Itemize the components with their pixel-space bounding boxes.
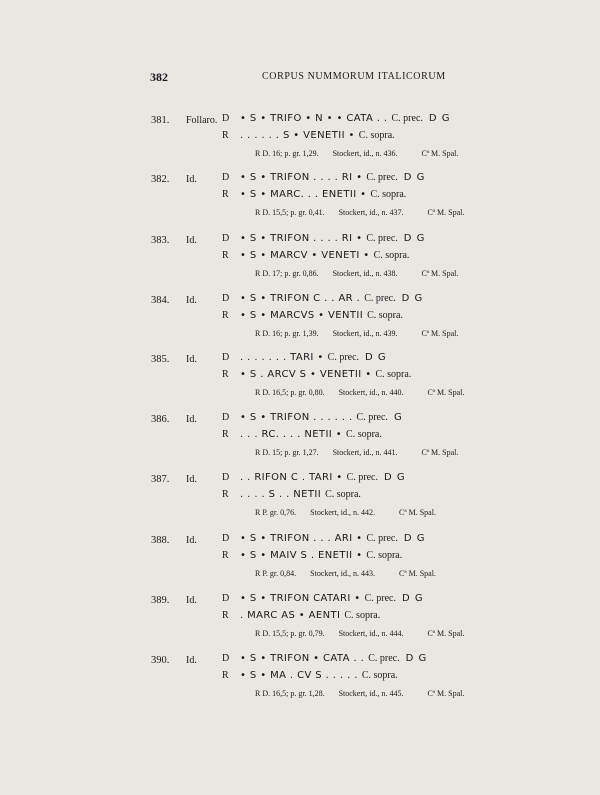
reverse-reference: C. sopra.: [325, 489, 361, 500]
obverse-legend: • S • TRIFON . . . . RI •: [240, 172, 363, 183]
entry-number: 388.: [151, 535, 170, 546]
measures: D. 16; p. gr. 1,39.: [262, 329, 319, 338]
catalogue-entry: [0, 472, 600, 526]
measures: D. 15,5; p. gr. 0,41.: [262, 208, 325, 217]
entry-number: 389.: [151, 595, 170, 606]
entry-number: 381.: [151, 115, 170, 126]
source: Stockert, id., n. 440.: [338, 388, 404, 397]
reverse-sigil: R: [222, 130, 229, 141]
catalogue-entry: [0, 113, 600, 167]
reverse-legend: • S • MARC. . . ENETII •: [240, 189, 367, 200]
coin-type: Id.: [186, 474, 197, 485]
running-title: CORPUS NUMMORUM ITALICORUM: [262, 71, 446, 82]
obverse-line: [222, 172, 425, 186]
measures: P. gr. 0,76.: [262, 508, 297, 517]
reverse-sigil: R: [222, 610, 229, 621]
entry-number: 387.: [151, 474, 170, 485]
reverse-reference: C. sopra.: [361, 670, 398, 681]
obverse-legend: • S • TRIFON CATARI •: [240, 593, 361, 604]
obverse-sigil: D: [222, 653, 230, 664]
metal: R: [255, 508, 261, 517]
reverse-line: [222, 550, 402, 564]
metal: R: [255, 629, 261, 638]
obverse-field-letters: D G: [403, 233, 426, 244]
entry-number: 384.: [151, 295, 170, 306]
reverse-line: [222, 369, 411, 383]
obverse-reference: C. prec.: [356, 412, 388, 423]
entry-number: 385.: [151, 354, 170, 365]
catalogue-entry: [0, 352, 600, 406]
coin-details: [255, 508, 436, 517]
reverse-sigil: R: [222, 369, 229, 380]
reverse-sigil: R: [222, 250, 229, 261]
measures: D. 15,5; p. gr. 0,79.: [262, 629, 325, 638]
coin-details: [255, 629, 464, 638]
coin-type: Id.: [186, 235, 197, 246]
obverse-line: [222, 412, 403, 426]
reverse-legend: • S • MARCV • VENETI •: [240, 250, 370, 261]
catalogue-entry: [0, 293, 600, 347]
obverse-sigil: D: [222, 593, 230, 604]
obverse-legend: • S • TRIFON . . . . RI •: [240, 233, 363, 244]
entry-number: 383.: [151, 235, 170, 246]
metal: R: [255, 689, 261, 698]
obverse-legend: • S • TRIFON • CATA . .: [240, 653, 365, 664]
obverse-legend: . . RIFON C . TARI •: [240, 472, 343, 483]
obverse-reference: C. prec.: [364, 593, 396, 604]
metal: R: [255, 388, 261, 397]
collection: Cª M. Spal.: [427, 629, 465, 638]
catalogue-entry: [0, 593, 600, 647]
page-header: [150, 70, 490, 90]
collection: Cª M. Spal.: [421, 269, 459, 278]
source: Stockert, id., n. 436.: [332, 149, 398, 158]
catalogue-entry: [0, 233, 600, 287]
measures: P. gr. 0,84.: [262, 569, 297, 578]
reverse-legend: . . . . . . S • VENETII •: [240, 130, 355, 141]
obverse-sigil: D: [222, 113, 230, 124]
obverse-sigil: D: [222, 472, 230, 483]
source: Stockert, id., n. 438.: [332, 269, 398, 278]
collection: Cª M. Spal.: [421, 149, 459, 158]
obverse-line: [222, 593, 424, 607]
coin-type: Id.: [186, 295, 197, 306]
measures: D. 15; p. gr. 1,27.: [262, 448, 319, 457]
entry-number: 382.: [151, 174, 170, 185]
metal: R: [255, 149, 261, 158]
obverse-field-letters: D G: [401, 593, 424, 604]
reverse-legend: . . . RC. . . . NETII •: [240, 429, 343, 440]
coin-details: [255, 208, 464, 217]
source: Stockert, id., n. 439.: [332, 329, 398, 338]
metal: R: [255, 569, 261, 578]
reverse-reference: C. sopra.: [346, 429, 382, 440]
source: Stockert, id., n. 437.: [338, 208, 404, 217]
obverse-field-letters: G: [393, 412, 403, 423]
source: Stockert, id., n. 441.: [332, 448, 398, 457]
coin-type: Id.: [186, 174, 197, 185]
obverse-legend: . . . . . . . TARI •: [240, 352, 324, 363]
obverse-reference: C. prec.: [346, 472, 378, 483]
collection: Cª M. Spal.: [427, 689, 465, 698]
obverse-field-letters: D G: [401, 293, 424, 304]
reverse-legend: • S • MA . CV S . . . . .: [240, 670, 358, 681]
coin-details: [255, 448, 458, 457]
obverse-line: [222, 653, 427, 667]
reverse-line: [222, 130, 395, 144]
obverse-legend: • S • TRIFON . . . ARI •: [240, 533, 363, 544]
obverse-sigil: D: [222, 172, 230, 183]
reverse-legend: • S . ARCV S • VENETII •: [240, 369, 372, 380]
obverse-sigil: D: [222, 233, 230, 244]
reverse-sigil: R: [222, 489, 229, 500]
obverse-reference: C. prec.: [368, 653, 400, 664]
reverse-line: [222, 489, 361, 503]
catalogue-entry: [0, 533, 600, 587]
coin-type: Id.: [186, 414, 197, 425]
coin-details: [255, 149, 458, 158]
metal: R: [255, 448, 261, 457]
reverse-line: [222, 310, 403, 324]
reverse-line: [222, 670, 398, 684]
obverse-reference: C. prec.: [366, 233, 398, 244]
coin-details: [255, 569, 436, 578]
obverse-field-letters: D G: [403, 533, 426, 544]
measures: D. 16,5; p. gr. 0,80.: [262, 388, 325, 397]
obverse-legend: • S • TRIFON . . . . . .: [240, 412, 353, 423]
obverse-sigil: D: [222, 412, 230, 423]
obverse-field-letters: D G: [383, 472, 406, 483]
metal: R: [255, 329, 261, 338]
reverse-sigil: R: [222, 189, 229, 200]
reverse-reference: C. sopra.: [373, 250, 410, 261]
coin-details: [255, 689, 464, 698]
reverse-line: [222, 610, 380, 624]
source: Stockert, id., n. 442.: [310, 508, 376, 517]
obverse-field-letters: D G: [405, 653, 428, 664]
reverse-legend: . . . . S . . NETII: [240, 489, 322, 500]
catalogue-entry: [0, 172, 600, 226]
reverse-reference: C. sopra.: [370, 189, 407, 200]
coin-type: Id.: [186, 655, 197, 666]
measures: D. 16; p. gr. 1,29.: [262, 149, 319, 158]
metal: R: [255, 208, 261, 217]
page-number: 382: [150, 70, 168, 84]
reverse-line: [222, 189, 406, 203]
obverse-line: [222, 352, 387, 366]
reverse-reference: C. sopra.: [375, 369, 412, 380]
collection: Cª M. Spal.: [427, 208, 465, 217]
obverse-sigil: D: [222, 533, 230, 544]
source: Stockert, id., n. 445.: [338, 689, 404, 698]
catalogue-entry: [0, 412, 600, 466]
collection: Cª M. Spal.: [427, 388, 465, 397]
source: Stockert, id., n. 444.: [338, 629, 404, 638]
obverse-line: [222, 113, 451, 127]
source: Stockert, id., n. 443.: [310, 569, 376, 578]
coin-type: Id.: [186, 354, 197, 365]
reverse-line: [222, 429, 382, 443]
coin-details: [255, 269, 458, 278]
obverse-reference: C. prec.: [366, 172, 398, 183]
obverse-sigil: D: [222, 352, 230, 363]
reverse-sigil: R: [222, 310, 229, 321]
reverse-reference: C. sopra.: [358, 130, 395, 141]
obverse-legend: • S • TRIFO • N • • CATA . .: [240, 113, 388, 124]
coin-type: Id.: [186, 595, 197, 606]
coin-details: [255, 388, 464, 397]
reverse-sigil: R: [222, 429, 229, 440]
reverse-legend: • S • MARCVS • VENTII: [240, 310, 364, 321]
obverse-field-letters: D G: [365, 352, 387, 363]
obverse-reference: C. prec.: [364, 293, 396, 304]
obverse-line: [222, 533, 426, 547]
obverse-line: [222, 293, 423, 307]
obverse-line: [222, 472, 406, 486]
reverse-legend: . MARC AS • AENTI: [240, 610, 341, 621]
catalogue-entry: [0, 653, 600, 707]
obverse-legend: • S • TRIFON C . . AR .: [240, 293, 361, 304]
collection: Cª M. Spal.: [421, 329, 459, 338]
obverse-reference: C. prec.: [327, 352, 360, 363]
metal: R: [255, 269, 261, 278]
measures: D. 16,5; p. gr. 1,28.: [262, 689, 325, 698]
reverse-legend: • S • MAIV S . ENETII •: [240, 550, 363, 561]
reverse-sigil: R: [222, 670, 229, 681]
obverse-field-letters: D G: [428, 113, 451, 124]
measures: D. 17; p. gr. 0,86.: [262, 269, 319, 278]
obverse-line: [222, 233, 425, 247]
coin-type: Id.: [186, 535, 197, 546]
collection: Cª M. Spal.: [399, 569, 436, 578]
obverse-field-letters: D G: [403, 172, 426, 183]
entry-number: 390.: [151, 655, 170, 666]
coin-details: [255, 329, 458, 338]
reverse-line: [222, 250, 409, 264]
obverse-reference: C. prec.: [391, 113, 423, 124]
reverse-reference: C. sopra.: [366, 550, 403, 561]
reverse-reference: C. sopra.: [344, 610, 381, 621]
obverse-reference: C. prec.: [366, 533, 398, 544]
obverse-sigil: D: [222, 293, 230, 304]
entry-number: 386.: [151, 414, 170, 425]
reverse-reference: C. sopra.: [367, 310, 403, 321]
collection: Cª M. Spal.: [421, 448, 459, 457]
collection: Cª M. Spal.: [399, 508, 436, 517]
reverse-sigil: R: [222, 550, 229, 561]
coin-type: Follaro.: [186, 115, 218, 126]
